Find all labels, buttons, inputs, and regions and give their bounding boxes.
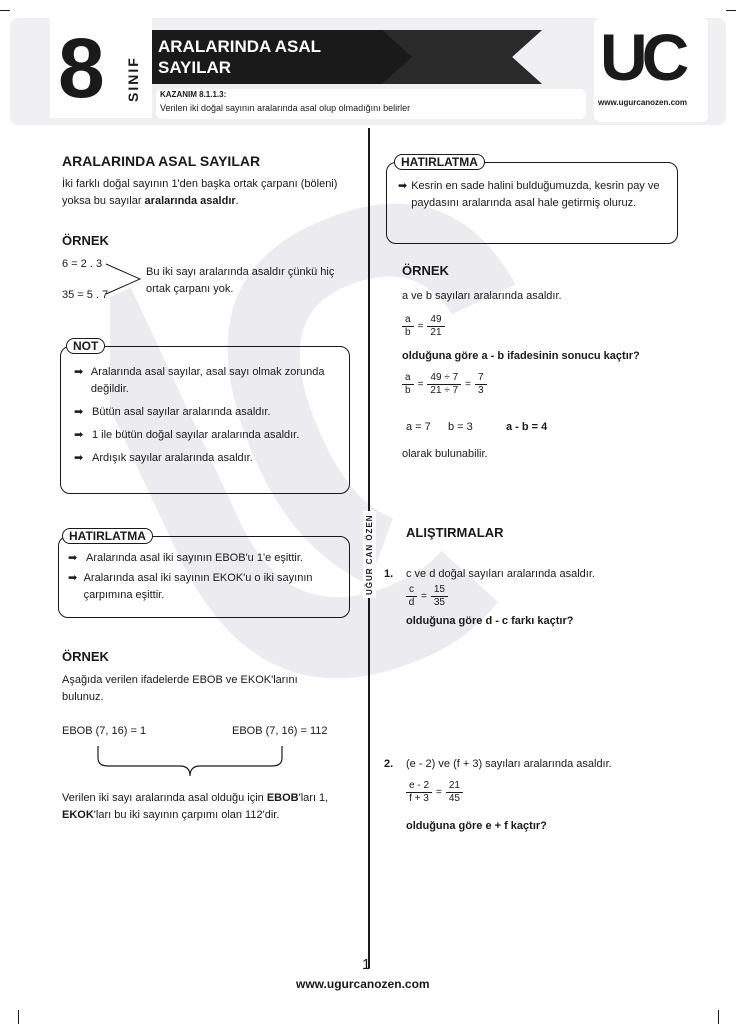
exercise-2-question: olduğuna göre e + f kaçtır?: [406, 820, 547, 832]
right-example-conclusion: olarak bulunabilir.: [402, 448, 488, 460]
footer-url: www.ugurcanozen.com: [296, 977, 430, 991]
page-number: 1: [362, 956, 371, 973]
uc-logo: UC: [600, 20, 684, 94]
exercises-title: ALIŞTIRMALAR: [406, 525, 504, 540]
value-a: a = 7: [406, 421, 431, 433]
right-example-fraction: $\frac{a}{b}$ = $\frac{49}{21}$: [402, 314, 445, 339]
note-item: ➡ Ardışık sayılar aralarında asaldır.: [74, 450, 344, 467]
crop-mark: [718, 1010, 719, 1024]
side-author-label: UĞUR CAN ÖZEN: [363, 511, 376, 598]
reminder-item: ➡ Aralarında asal iki sayının EKOK'u o iki sayının çarpımına eşittir.: [68, 572, 313, 601]
exercise-1-question: olduğuna göre d - c farkı kaçtır?: [406, 615, 574, 627]
exercise-1-fraction: $\frac{c}{d}$ = $\frac{15}{35}$: [406, 584, 448, 609]
reminder-tag: HATIRLATMA: [62, 528, 153, 544]
right-reminder-tag: HATIRLATMA: [394, 154, 485, 170]
fraction-15-35: $\frac{15}{35}$: [431, 584, 448, 609]
arrow-right-icon: ➡: [398, 180, 408, 192]
right-example-steps: $\frac{a}{b}$ = $\frac{49 \div 7}{21 \div 7}$ = $\frac{7}{3}$: [402, 372, 487, 397]
crop-mark: [726, 10, 736, 11]
crop-mark: [18, 1010, 19, 1024]
page-title-line1: ARALARINDA ASAL: [158, 37, 322, 56]
reminder-list: [68, 550, 342, 604]
reminder-item: ➡ Aralarında asal iki sayının EBOB'u 1'e eşittir.: [68, 550, 342, 567]
logo-url: www.ugurcanozen.com: [598, 98, 688, 107]
example2-left-expression: EBOB (7, 16) = 1: [62, 725, 147, 737]
exercise-1-given: c ve d doğal sayıları aralarında asaldır.: [406, 568, 595, 580]
fraction-ab-step: $\frac{a}{b}$: [402, 372, 414, 397]
kazanim-code: KAZANIM 8.1.1.3:: [160, 90, 227, 99]
example2-prompt: Aşağıda verilen ifadelerde EBOB ve EKOK'larını bulunuz.: [62, 674, 298, 703]
arrow-right-icon: ➡: [68, 572, 78, 584]
arrow-right-icon: ➡: [74, 366, 84, 378]
fraction-cd: $\frac{c}{d}$: [406, 584, 417, 609]
value-b: b = 3: [448, 421, 473, 433]
fraction-division: $\frac{49 \div 7}{21 \div 7}$: [427, 372, 461, 397]
fraction-49-21: $\frac{49}{21}$: [427, 314, 444, 339]
arrow-right-icon: ➡: [74, 406, 84, 418]
example1-explanation: Bu iki sayı aralarında asaldır çünkü hiç ortak çarpanı yok.: [146, 266, 335, 295]
kazanim-description: Verilen iki doğal sayının aralarında asal olup olmadığını belirler: [160, 103, 411, 113]
example2-conclusion: Verilen iki sayı aralarında asal olduğu için EBOB'ları 1, EKOK'ları bu iki sayının çarpımı olan 112'dir.: [62, 792, 329, 821]
definition-text: İki farklı doğal sayının 1'den başka ortak çarpanı (böleni) yoksa bu sayılar aralarında asaldır.: [62, 178, 338, 207]
page-title-line2: SAYILAR: [158, 58, 232, 77]
fraction-21-45: $\frac{21}{45}$: [446, 780, 463, 805]
right-reminder-item: ➡ Kesrin en sade halini bulduğumuzda, kesrin pay ve paydasını aralarında asal hale getirmiş oluruz.: [398, 180, 660, 209]
example2-title: ÖRNEK: [62, 649, 109, 664]
note-list: [74, 364, 344, 467]
example1-line2: 35 = 5 . 7: [62, 289, 109, 301]
fraction-e-f: $\frac{e - 2}{f + 3}$: [406, 780, 432, 805]
note-item: ➡ Bütün asal sayılar aralarında asaldır.: [74, 404, 344, 421]
exercise-2-given: (e - 2) ve (f + 3) sayıları aralarında asaldır.: [406, 758, 612, 770]
right-example-given: a ve b sayıları aralarında asaldır.: [402, 290, 562, 302]
section-title: ARALARINDA ASAL SAYILAR: [62, 153, 261, 169]
exercise-2-number: 2.: [384, 758, 394, 770]
example2-right-expression: EBOB (7, 16) = 112: [232, 725, 328, 737]
example2-brace: [96, 744, 286, 780]
note-item: ➡ Aralarında asal sayılar, asal sayı olmak zorunda değildir.: [74, 366, 325, 395]
exercise-1-number: 1.: [384, 568, 394, 580]
example1-title: ÖRNEK: [62, 233, 109, 248]
note-item: ➡ 1 ile bütün doğal sayılar aralarında asaldır.: [74, 427, 344, 444]
example1-line1: 6 = 2 . 3: [62, 258, 103, 270]
note-tag: NOT: [66, 338, 105, 354]
exercise-2-fraction: $\frac{e - 2}{f + 3}$ = $\frac{21}{45}$: [406, 780, 463, 805]
result-value: a - b = 4: [506, 421, 548, 433]
right-example-title: ÖRNEK: [402, 263, 449, 278]
right-example-question: olduğuna göre a - b ifadesinin sonucu kaçtır?: [402, 350, 640, 362]
crop-mark: [0, 10, 10, 11]
example1-bracket: [104, 262, 144, 296]
grade-word: SINIF: [125, 56, 141, 102]
fraction-result: $\frac{7}{3}$: [475, 372, 487, 397]
arrow-right-icon: ➡: [74, 452, 84, 464]
fraction-ab: $\frac{a}{b}$: [402, 314, 414, 339]
arrow-right-icon: ➡: [68, 552, 78, 564]
page-title: [158, 36, 321, 78]
arrow-right-icon: ➡: [74, 429, 84, 441]
grade-number: 8: [58, 21, 103, 115]
